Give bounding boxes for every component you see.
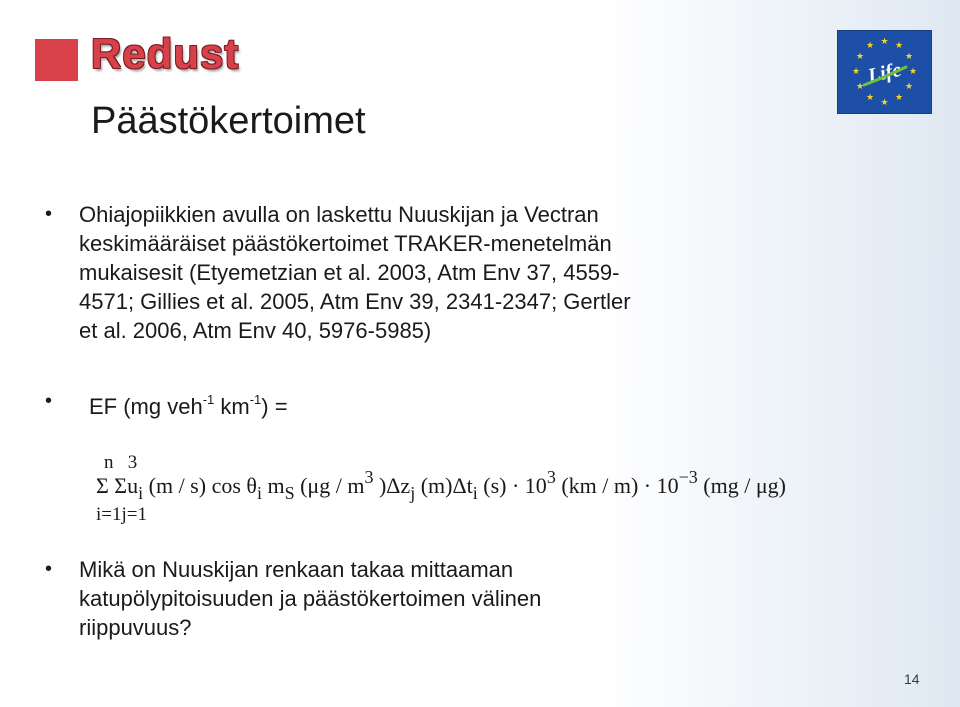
ef-suffix: ) = [261,394,288,420]
eq-km-unit: (km / m) · 10 [555,473,679,498]
sum-upper-limits: n 3 [104,452,138,473]
svg-text:★: ★ [880,37,889,47]
eq-mass-unit: (mg / μg) [697,473,786,498]
eu-stars-icon [838,31,931,113]
life-logo-text: Life [866,58,904,88]
eq-sub-j: j [410,483,416,503]
svg-text:★: ★ [855,82,865,92]
svg-text:★: ★ [904,82,914,92]
ef-formula [79,394,288,419]
eq-m: m [261,473,285,498]
double-sum-symbol: Σ Σ [96,473,128,498]
ef-km: km [214,394,250,420]
eq-speed-unit: (m / s) cos θ [143,473,257,498]
eq-sub-s: S [284,483,295,503]
svg-text:★: ★ [865,93,875,103]
eq-time-unit: (s) · 10 [477,473,547,498]
brand-square [35,39,78,81]
bullet-question: • Mikä on Nuuskijan renkaan takaa mittaaman katupölypitoisuuden ja päästökertoimen välinen riippuvuus? [79,555,639,642]
bullet-ef-definition [79,387,288,421]
svg-text:★: ★ [908,67,918,77]
eq-conc-unit: (μg / m [294,473,365,498]
eq-dt: (m)Δt [415,473,473,498]
svg-text:★: ★ [880,98,889,108]
svg-text:★: ★ [904,52,914,62]
eq-u: u [127,473,139,498]
svg-text:★: ★ [894,93,904,103]
eq-sub-i2: i [256,483,262,503]
svg-text:★: ★ [855,52,865,62]
eq-exp-3: 3 [364,467,374,487]
sum-lower-limits: i=1j=1 [96,504,147,525]
bullet-methodology: • Ohiajopiikkien avulla on laskettu Nuuskijan ja Vectran keskimääräiset päästökertoimet TRAKER-menetelmän mukaisesit (Etyemetzian et al. 2003, Atm Env 37, 4559-4571; Gillies et al. 2005, Atm Env 39, 2341-2347; Gertler et al. 2006, Atm Env 40, 5976-5985) [79,200,639,345]
ef-exponent-km: -1 [249,392,262,407]
svg-text:★: ★ [894,41,904,51]
eq-dz: )Δz [373,473,411,498]
eq-sub-i3: i [472,483,478,503]
brand-logo-text: Redust [91,30,240,77]
ef-exponent-veh: -1 [202,392,215,407]
equation-body [96,467,786,503]
eq-exp-minus3: −3 [678,467,698,487]
slide-title: Päästökertoimet [91,100,366,142]
eq-sub-i: i [138,483,144,503]
svg-text:★: ★ [865,41,875,51]
ef-prefix: EF (mg veh [89,394,203,420]
eu-life-logo [837,30,932,114]
svg-text:★: ★ [851,67,861,77]
eq-exp-3b: 3 [546,467,556,487]
page-number: 14 [904,671,920,687]
